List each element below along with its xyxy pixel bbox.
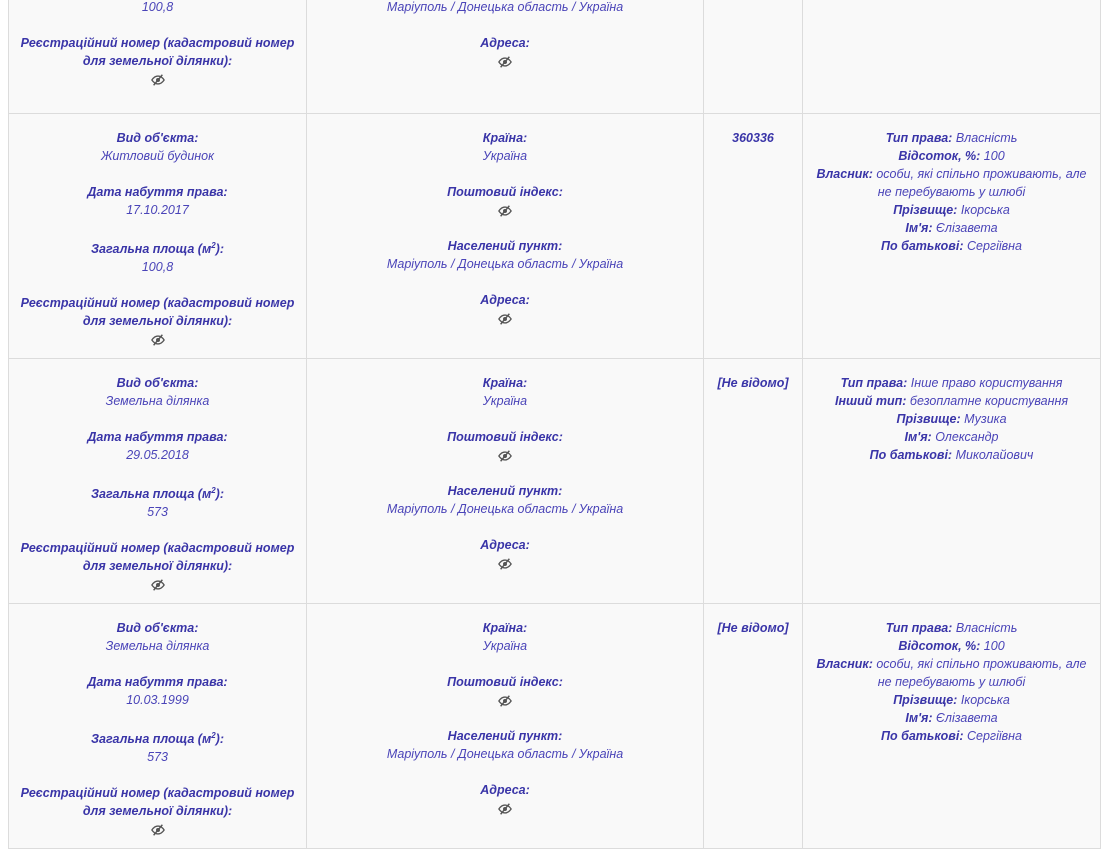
other-type-value: безоплатне користування [909, 394, 1068, 409]
owner-cell [803, 114, 1101, 359]
acquired-date-value: 10.03.1999 [126, 693, 189, 708]
patronymic-line: По батькові: Сергіївна [881, 729, 1022, 744]
eye-slash-icon [498, 312, 512, 326]
area-label: Загальна площа $(м^2)$: [91, 731, 224, 747]
surname-line: Прізвище: Музика [896, 412, 1007, 427]
eye-slash-icon [151, 333, 165, 347]
object-type-value: Земельна ділянка [105, 639, 210, 654]
settlement-label: Населений пункт: [447, 239, 563, 253]
owner-cell [803, 604, 1101, 849]
object-type-label: Вид об'єкта: [116, 621, 199, 636]
eye-slash-icon [498, 694, 512, 708]
patronymic-value: Сергіївна [966, 239, 1022, 253]
owner-cell [803, 0, 1101, 114]
first-name-value: Олександр [935, 430, 999, 445]
eye-slash-icon [151, 578, 165, 592]
table-row [9, 604, 1101, 849]
area-value: 100,8 [141, 260, 174, 275]
owner-line: Власник: особи, які спільно проживають, але не перебувають у шлюбі [816, 657, 1087, 690]
first-name-value: Єлізавета [936, 221, 998, 235]
settlement-value: Маріуполь / Донецька область / Україна [386, 0, 624, 14]
percent-line: Відсоток, %: 100 [898, 149, 1005, 163]
acquired-date-value: 29.05.2018 [126, 448, 189, 463]
object-info-cell [9, 604, 307, 849]
country-label: Країна: [482, 376, 528, 391]
country-label: Країна: [482, 621, 528, 636]
surname-line: Прізвище: Ікорська [893, 693, 1010, 708]
address-label: Адреса: [480, 538, 530, 553]
right-type-line: Тип права: Інше право користування [840, 376, 1063, 391]
eye-slash-icon [498, 449, 512, 463]
table-row [9, 0, 1101, 114]
cadastral-label: Реєстраційний номер (кадастровий номер для земельної ділянки): [20, 296, 295, 329]
owner-value: особи, які спільно проживають, але не перебувають у шлюбі [876, 657, 1087, 690]
address-label: Адреса: [480, 293, 530, 307]
settlement-value: Маріуполь / Донецька область / Україна [386, 257, 624, 271]
surname-value: Ікорська [960, 203, 1010, 217]
settlement-value: Маріуполь / Донецька область / Україна [386, 502, 624, 517]
first-name-line: Ім'я: Єлізавета [905, 711, 998, 726]
area-label: Загальна площа $(м^2)$: [91, 486, 224, 502]
postal-index-label: Поштовий індекс: [447, 185, 563, 199]
eye-slash-icon [151, 73, 165, 87]
area-value: 100,8 [141, 0, 174, 14]
other-type-line: Інший тип: безоплатне користування [834, 394, 1068, 409]
eye-slash-icon [498, 802, 512, 816]
object-type-value: Житловий будинок [100, 149, 215, 163]
location-cell [307, 0, 704, 114]
right-type-line: Тип права: Власність [885, 621, 1018, 636]
value-cell: 360336 [704, 114, 803, 359]
area-value: 573 [147, 505, 168, 520]
surname-value: Музика [964, 412, 1007, 427]
owner-cell [803, 359, 1101, 604]
area-value: 573 [147, 750, 168, 765]
patronymic-value: Миколайович [955, 448, 1034, 463]
first-name-value: Єлізавета [936, 711, 998, 726]
value-cell [704, 0, 803, 114]
area-label: Загальна площа $(м^2)$: [91, 241, 224, 257]
settlement-value: Маріуполь / Донецька область / Україна [386, 747, 624, 762]
country-value: Україна [482, 149, 528, 163]
table-row [9, 359, 1101, 604]
acquired-date-value: 17.10.2017 [126, 203, 189, 217]
value-cell: [Не відомо] [704, 359, 803, 604]
patronymic-value: Сергіївна [966, 729, 1022, 744]
owner-line: Власник: особи, які спільно проживають, але не перебувають у шлюбі [816, 167, 1087, 199]
location-cell [307, 114, 704, 359]
percent-value: 100 [983, 639, 1005, 654]
postal-index-label: Поштовий індекс: [447, 430, 563, 445]
address-label: Адреса: [480, 36, 530, 50]
table-row [9, 114, 1101, 359]
right-type-value: Власність [955, 621, 1018, 636]
value-cell: [Не відомо] [704, 604, 803, 849]
settlement-label: Населений пункт: [447, 729, 563, 744]
right-type-value: Інше право користування [910, 376, 1063, 391]
eye-slash-icon [498, 55, 512, 69]
percent-value: 100 [983, 149, 1005, 163]
property-objects-table [8, 0, 1101, 849]
acquired-date-label: Дата набуття права: [87, 185, 228, 199]
first-name-line: Ім'я: Олександр [904, 430, 999, 445]
surname-line: Прізвище: Ікорська [893, 203, 1010, 217]
country-value: Україна [482, 639, 528, 654]
eye-slash-icon [498, 204, 512, 218]
country-label: Країна: [482, 131, 528, 145]
object-type-label: Вид об'єкта: [116, 376, 199, 391]
settlement-label: Населений пункт: [447, 484, 563, 499]
object-info-cell [9, 359, 307, 604]
right-type-line: Тип права: Власність [885, 131, 1018, 145]
first-name-line: Ім'я: Єлізавета [905, 221, 998, 235]
cadastral-label: Реєстраційний номер (кадастровий номер для земельної ділянки): [20, 541, 295, 574]
eye-slash-icon [498, 557, 512, 571]
percent-line: Відсоток, %: 100 [898, 639, 1005, 654]
right-type-value: Власність [955, 131, 1018, 145]
location-cell [307, 604, 704, 849]
acquired-date-label: Дата набуття права: [87, 430, 228, 445]
object-type-label: Вид об'єкта: [116, 131, 199, 145]
owner-value: особи, які спільно проживають, але не перебувають у шлюбі [876, 167, 1087, 199]
eye-slash-icon [151, 823, 165, 837]
country-value: Україна [482, 394, 528, 409]
cadastral-label: Реєстраційний номер (кадастровий номер для земельної ділянки): [20, 786, 295, 819]
object-type-value: Земельна ділянка [105, 394, 210, 409]
surname-value: Ікорська [960, 693, 1010, 708]
object-info-cell [9, 114, 307, 359]
address-label: Адреса: [480, 783, 530, 798]
acquired-date-label: Дата набуття права: [87, 675, 228, 690]
cadastral-label: Реєстраційний номер (кадастровий номер для земельної ділянки): [20, 36, 295, 68]
patronymic-line: По батькові: Сергіївна [881, 239, 1022, 253]
object-info-cell [9, 0, 307, 114]
location-cell [307, 359, 704, 604]
postal-index-label: Поштовий індекс: [447, 675, 563, 690]
patronymic-line: По батькові: Миколайович [869, 448, 1034, 463]
